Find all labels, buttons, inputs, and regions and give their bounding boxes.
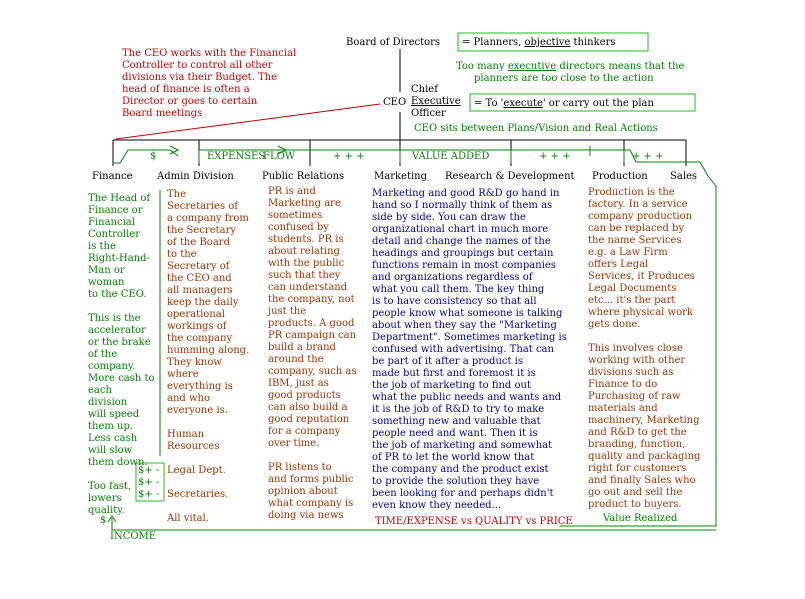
text-line: doing via news bbox=[268, 510, 344, 521]
dollar-minus-item: $+ - bbox=[138, 477, 160, 488]
text-line: confused by bbox=[268, 222, 329, 233]
text-line: gets done. bbox=[588, 319, 641, 330]
text-line: More cash to bbox=[88, 373, 155, 384]
note-line: Director or goes to certain bbox=[122, 96, 258, 107]
text-line: The Head of bbox=[88, 193, 151, 204]
text-line: sometimes bbox=[268, 210, 323, 221]
text-line: good reputation bbox=[268, 414, 350, 425]
chief-label: Chief bbox=[411, 84, 438, 95]
flow-expenses: EXPENSES bbox=[207, 151, 266, 162]
text-line: confused with advertising. That can bbox=[372, 344, 554, 355]
division-production: Production bbox=[592, 171, 648, 182]
text-line: Secretaries. bbox=[167, 489, 229, 500]
text-line: can be replaced by bbox=[588, 223, 685, 234]
text-line: everyone is. bbox=[167, 405, 228, 416]
too-many-line1 bbox=[456, 61, 684, 73]
text-line: Financial bbox=[88, 217, 135, 228]
division-sales: Sales bbox=[670, 171, 698, 182]
text-line: where bbox=[167, 369, 199, 380]
too-many-pre: Too many bbox=[456, 61, 508, 72]
text-line: with the public bbox=[268, 258, 345, 269]
text-line: the job of marketing to find out bbox=[372, 380, 531, 391]
note-line: Controller to control all other bbox=[122, 60, 273, 71]
officer-label: Officer bbox=[411, 108, 446, 119]
text-line: to the bbox=[167, 249, 197, 260]
text-line bbox=[268, 450, 368, 462]
text-line bbox=[167, 453, 255, 465]
text-line: organizational chart in much more bbox=[372, 224, 549, 235]
ceo-label: CEO bbox=[383, 97, 407, 108]
text-line: hand so I normally think of them as bbox=[372, 200, 553, 211]
text-line: such that they bbox=[268, 270, 341, 281]
text-line: where physical work bbox=[588, 307, 693, 318]
text-line: will slow bbox=[88, 445, 133, 456]
text-line: Man or woman bbox=[88, 265, 125, 288]
division-finance: Finance bbox=[92, 171, 133, 182]
text-line: Finance to do bbox=[588, 379, 658, 390]
ceo-budget-note bbox=[122, 48, 322, 120]
flow-flow: FLOW bbox=[263, 151, 296, 162]
text-line: lowers bbox=[88, 493, 122, 504]
board-note-post: thinkers bbox=[570, 37, 616, 48]
text-line: keep the daily bbox=[167, 297, 239, 308]
text-line: All vital. bbox=[167, 513, 210, 524]
text-line: the company, not bbox=[268, 294, 355, 305]
text-line: factory. In a service bbox=[588, 199, 688, 210]
value-realized: Value Realized bbox=[603, 513, 678, 524]
text-line: Less cash bbox=[88, 433, 138, 444]
text-line: the job of marketing and somewhat bbox=[372, 440, 553, 451]
text-line bbox=[88, 301, 160, 313]
text-line: working with other bbox=[588, 355, 686, 366]
text-line: workings of bbox=[167, 321, 227, 332]
text-line: about relating bbox=[268, 246, 340, 257]
text-line bbox=[167, 477, 255, 489]
text-line: Legal Documents bbox=[588, 283, 677, 294]
admin-column bbox=[167, 189, 255, 525]
text-line: They know bbox=[167, 357, 222, 368]
text-line: PR listens to bbox=[268, 462, 332, 473]
note-line: The CEO works with the Financial bbox=[122, 48, 297, 59]
division-pr: Public Relations bbox=[262, 171, 345, 182]
text-line: and who bbox=[167, 393, 211, 404]
text-line bbox=[167, 417, 255, 429]
text-line: been looking for and perhaps didn't bbox=[372, 488, 554, 499]
text-line: is to have consistency so that all bbox=[372, 296, 537, 307]
text-line: good products bbox=[268, 390, 341, 401]
text-line: functions remain in most companies bbox=[372, 260, 556, 271]
text-line: Human bbox=[167, 429, 205, 440]
board-note bbox=[462, 37, 616, 49]
division-marketing: Marketing bbox=[374, 171, 428, 182]
text-line: PR is and bbox=[268, 186, 316, 197]
tradeoff-label: TIME/EXPENSE vs QUALITY vs PRICE bbox=[375, 516, 573, 527]
text-line: everything is bbox=[167, 381, 233, 392]
board-label: Board of Directors bbox=[346, 37, 441, 48]
text-line: of the Board bbox=[167, 237, 230, 248]
text-line: and organizations regardless of bbox=[372, 272, 533, 283]
text-line: the CEO and bbox=[167, 273, 232, 284]
flow-plus-3: + + + bbox=[632, 151, 664, 162]
text-line: the company and the product exist bbox=[372, 464, 549, 475]
text-line: over time. bbox=[268, 438, 320, 449]
text-line: even know they needed... bbox=[372, 500, 502, 511]
dollar-minus-list bbox=[138, 465, 164, 501]
exec-note bbox=[474, 98, 654, 110]
text-line: and R&D to get the bbox=[588, 427, 687, 438]
text-line: Resources bbox=[167, 441, 220, 452]
flow-value-added: VALUE ADDED bbox=[412, 151, 490, 162]
text-line: divisions such as bbox=[588, 367, 674, 378]
text-line: machinery, Marketing bbox=[588, 415, 700, 426]
text-line: company production bbox=[588, 211, 693, 222]
exec-note-ul: execute bbox=[503, 98, 543, 109]
text-line: side by side. You can draw the bbox=[372, 212, 526, 223]
text-line: humming along. bbox=[167, 345, 250, 356]
text-line: company, such as bbox=[268, 366, 357, 377]
text-line: people know what someone is talking bbox=[372, 308, 563, 319]
text-line: them up. bbox=[88, 421, 134, 432]
text-line: branding, function, bbox=[588, 439, 686, 450]
text-line: a company from bbox=[167, 213, 249, 224]
flow-plus-1: + + + bbox=[333, 151, 365, 162]
text-line: opinion about bbox=[268, 486, 338, 497]
text-line: about when they say the "Marketing bbox=[372, 320, 557, 331]
board-note-ul: objective bbox=[524, 37, 571, 48]
text-line: The bbox=[167, 189, 187, 200]
text-line: quality. bbox=[88, 505, 125, 516]
text-line: of the bbox=[88, 349, 118, 360]
text-line: right for customers bbox=[588, 463, 687, 474]
text-line: product to buyers. bbox=[588, 499, 682, 510]
dollar-minus-item: $+ - bbox=[138, 465, 160, 476]
exec-note-pre: = To ' bbox=[474, 98, 504, 109]
text-line: Marketing and good R&D go hand in bbox=[372, 188, 560, 199]
text-line: the company bbox=[167, 333, 233, 344]
text-line: Marketing are bbox=[268, 198, 341, 209]
text-line: is the bbox=[88, 241, 116, 252]
marketing-column bbox=[372, 188, 587, 512]
executive-label: Executive bbox=[411, 96, 461, 107]
too-many-line2: planners are too close to the action bbox=[474, 73, 654, 84]
text-line: Secretaries of bbox=[167, 201, 238, 212]
text-line: will speed bbox=[88, 409, 140, 420]
text-line: people need and want. Then it is bbox=[372, 428, 538, 439]
text-line: Legal Dept. bbox=[167, 465, 226, 476]
board-note-pre: = Planners, bbox=[462, 37, 525, 48]
text-line: This involves close bbox=[588, 343, 683, 354]
text-line: offers Legal bbox=[588, 259, 649, 270]
text-line: etc... it's the part bbox=[588, 295, 676, 306]
text-line: Production is the bbox=[588, 187, 675, 198]
text-line: what the public needs and wants and bbox=[372, 392, 562, 403]
text-line: materials and bbox=[588, 403, 658, 414]
text-line: it is the job of R&D to try to make bbox=[372, 404, 545, 415]
text-line: Too fast, bbox=[88, 481, 132, 492]
text-line: e.g. a Law Firm bbox=[588, 247, 668, 258]
text-line: company. bbox=[88, 361, 136, 372]
text-line: IBM, just as bbox=[268, 378, 329, 389]
too-many-post: directors means that the bbox=[556, 61, 685, 72]
text-line: students. PR is bbox=[268, 234, 344, 245]
text-line: each bbox=[88, 385, 112, 396]
text-line: Controller bbox=[88, 229, 141, 240]
text-line: be part of it after a product is bbox=[372, 356, 524, 367]
text-line: the Secretary bbox=[167, 225, 237, 236]
division-admin: Admin Division bbox=[157, 171, 234, 182]
text-line: Services, it Produces bbox=[588, 271, 695, 282]
text-line: Finance or bbox=[88, 205, 143, 216]
pr-column bbox=[268, 186, 368, 522]
note-line: Board meetings bbox=[122, 108, 203, 119]
text-line: to provide the solution they have bbox=[372, 476, 540, 487]
text-line: just the bbox=[268, 306, 307, 317]
text-line: products. A good bbox=[268, 318, 355, 329]
text-line: the name Services bbox=[588, 235, 682, 246]
text-line: around the bbox=[268, 354, 324, 365]
text-line: something new and valuable that bbox=[372, 416, 541, 427]
text-line: detail and change the names of the bbox=[372, 236, 551, 247]
division-rnd: Research & Development bbox=[445, 171, 575, 182]
text-line: them down. bbox=[88, 457, 148, 468]
text-line: to the CEO. bbox=[88, 289, 147, 300]
text-line: and forms public bbox=[268, 474, 354, 485]
exec-note-post: ' or carry out the plan bbox=[542, 98, 654, 109]
text-line: build a brand bbox=[268, 342, 336, 353]
text-line: what you call them. The key thing bbox=[372, 284, 545, 295]
text-line: Department". Sometimes marketing is bbox=[372, 332, 567, 343]
text-line: what company is bbox=[268, 498, 354, 509]
text-line: accelerator bbox=[88, 325, 146, 336]
text-line: headings and groupings but certain bbox=[372, 248, 554, 259]
text-line: for a company bbox=[268, 426, 341, 437]
text-line: This is the bbox=[88, 313, 141, 324]
flow-dollar: $ bbox=[150, 151, 157, 162]
text-line bbox=[588, 331, 718, 343]
production-column bbox=[588, 187, 718, 511]
text-line: PR campaign can bbox=[268, 330, 357, 341]
text-line: division bbox=[88, 397, 128, 408]
text-line: Purchasing of raw bbox=[588, 391, 681, 402]
text-line: made but first and foremost it is bbox=[372, 368, 536, 379]
text-line bbox=[167, 501, 255, 513]
text-line: can also build a bbox=[268, 402, 348, 413]
text-line: all managers bbox=[167, 285, 233, 296]
text-line: Secretary of bbox=[167, 261, 230, 272]
text-line: and finally Sales who bbox=[588, 475, 696, 486]
too-many-ul: executive bbox=[507, 61, 557, 72]
income-label: INCOME bbox=[110, 531, 157, 542]
flow-plus-2: + + + bbox=[539, 151, 571, 162]
ceo-sits-note: CEO sits between Plans/Vision and Real Actions bbox=[414, 123, 658, 134]
text-line: or the brake bbox=[88, 337, 151, 348]
text-line: quality and packaging bbox=[588, 451, 701, 462]
note-line: divisions via their Budget. The bbox=[122, 72, 277, 83]
text-line: go out and sell the bbox=[588, 487, 683, 498]
text-line: operational bbox=[167, 309, 225, 320]
text-line: of PR to let the world know that bbox=[372, 452, 535, 463]
income-dollar: $ bbox=[100, 515, 107, 526]
note-line: head of finance is often a bbox=[122, 84, 250, 95]
text-line: Right-Hand- bbox=[88, 253, 150, 264]
text-line: can understand bbox=[268, 282, 348, 293]
dollar-minus-item: $+ - bbox=[138, 489, 160, 500]
